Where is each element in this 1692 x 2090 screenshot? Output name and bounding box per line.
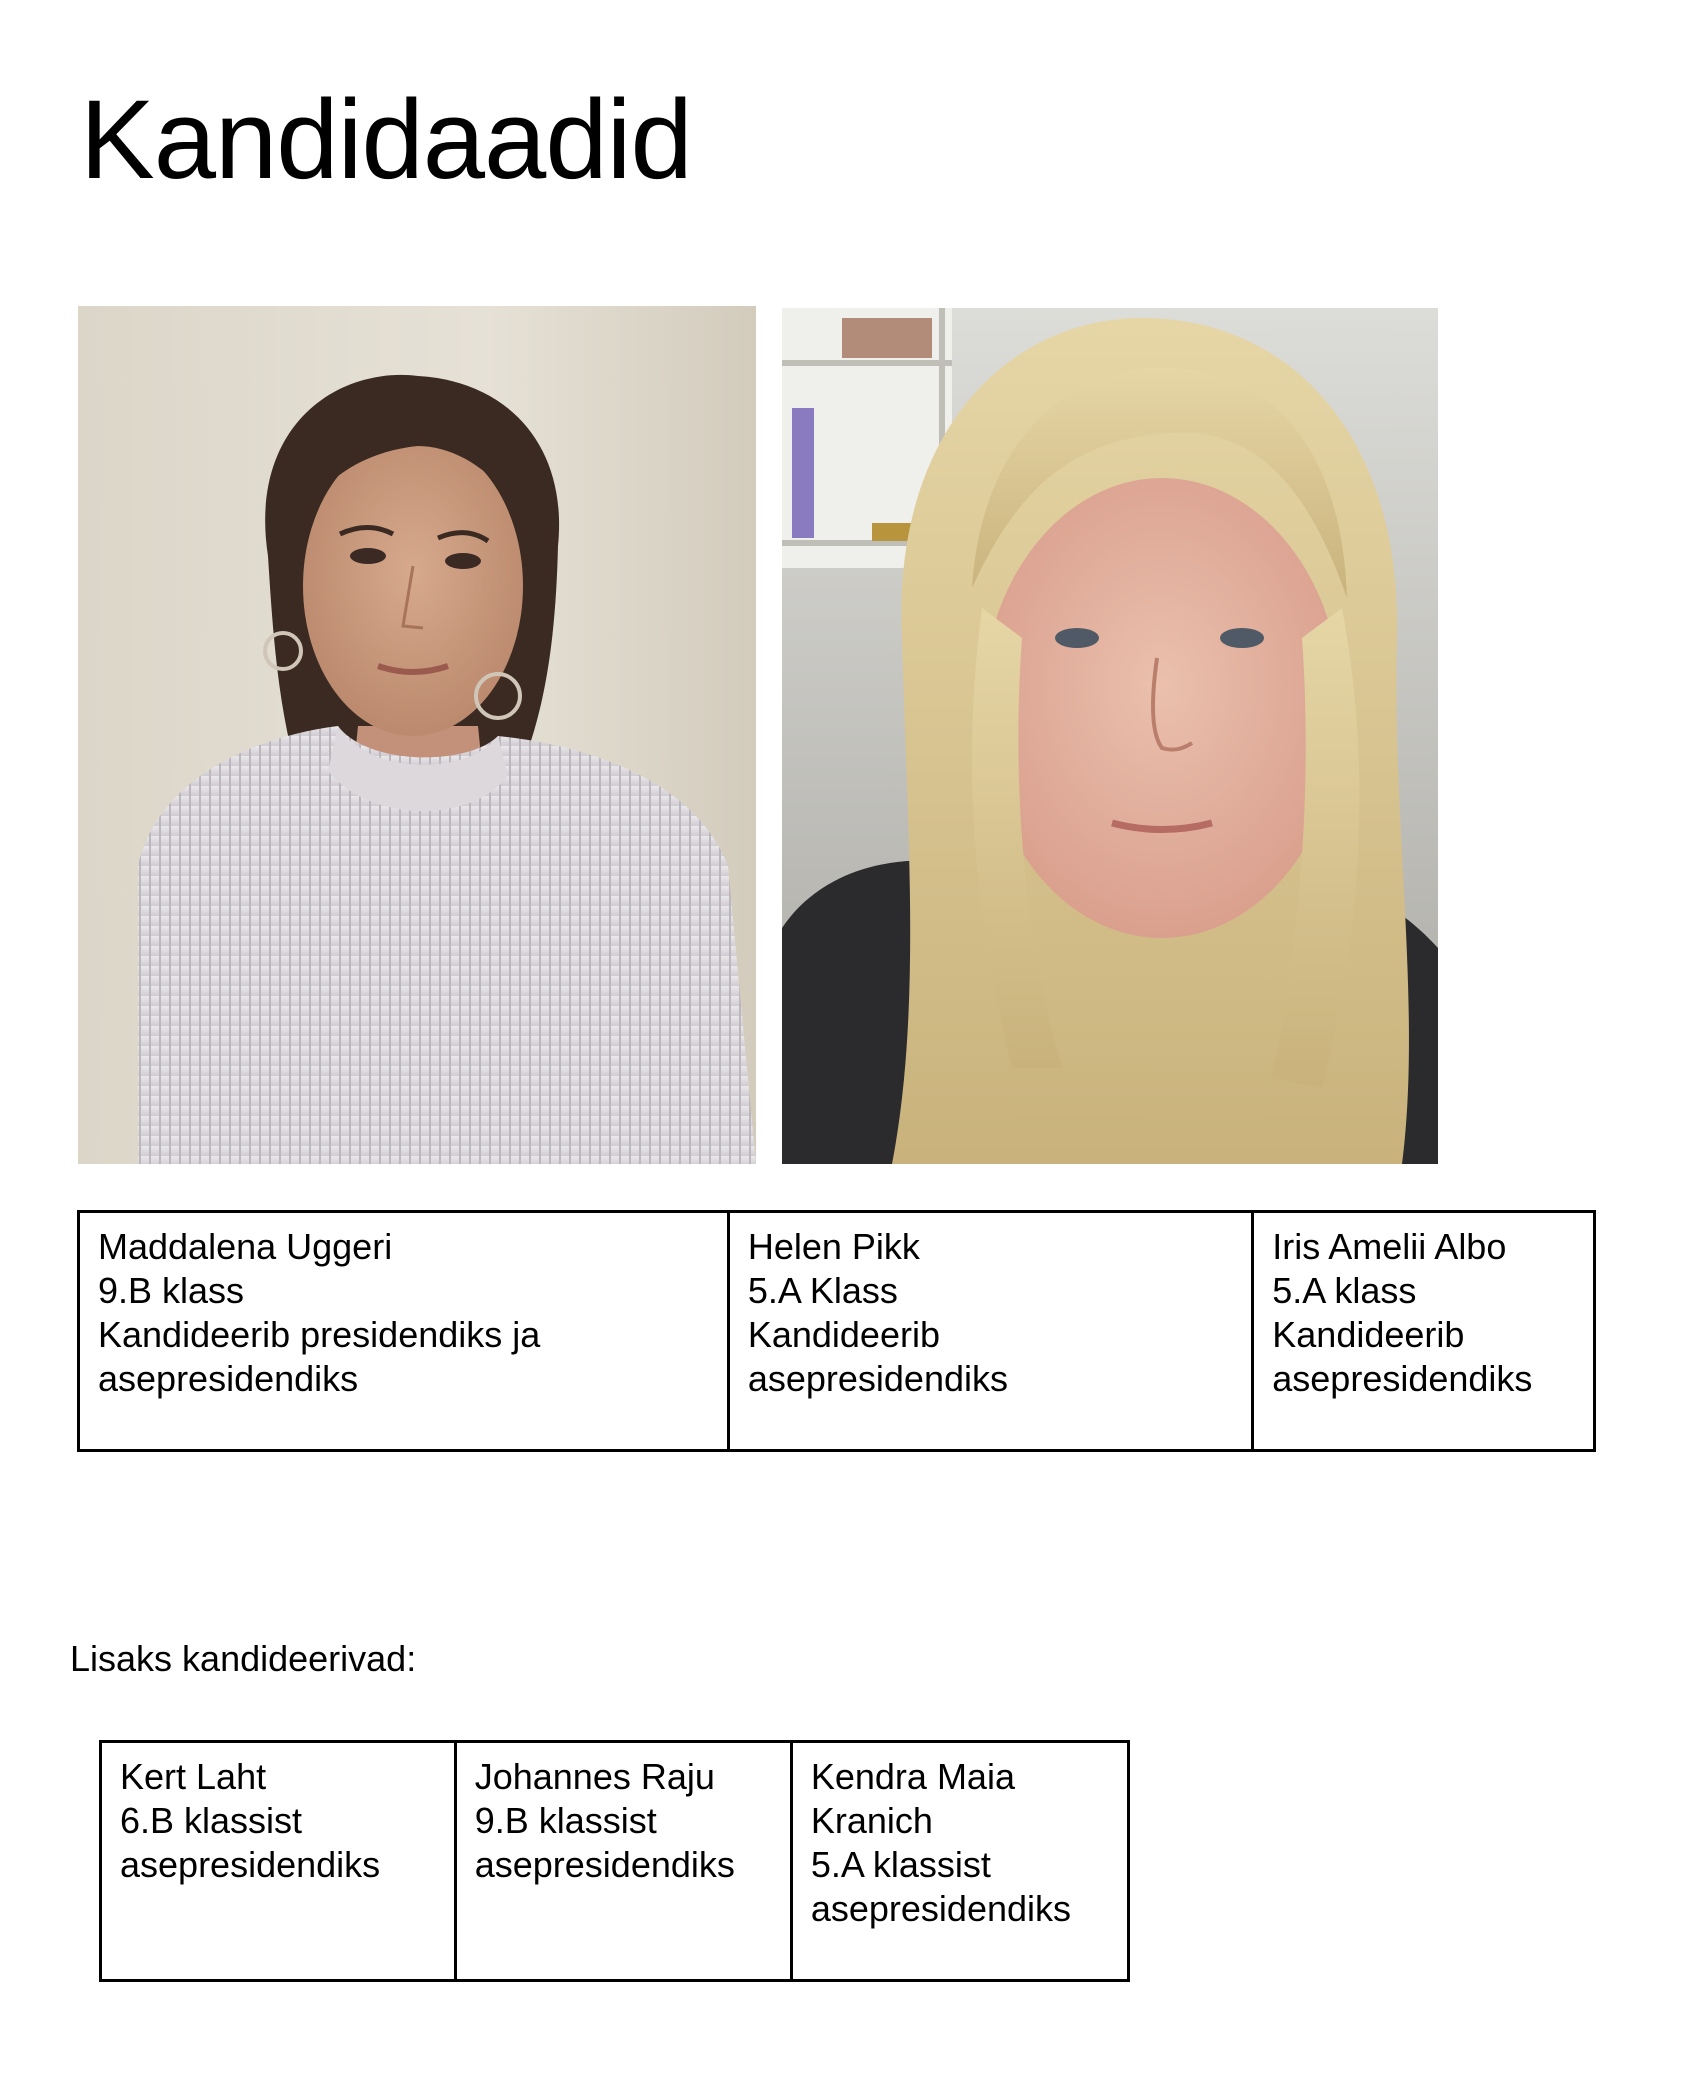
extra-candidate-cell-2 [455, 1742, 791, 1981]
extra-candidate-line: Kendra Maia [810, 1756, 1015, 1797]
candidate-role: asepresidendiks [747, 1358, 1008, 1399]
candidate-class: 5.A Klass [747, 1270, 898, 1311]
candidate-role: asepresidendiks [1272, 1358, 1533, 1399]
candidate-class: 9.B klass [98, 1270, 245, 1311]
candidate-role: asepresidendiks [98, 1358, 359, 1399]
extra-candidates-label: Lisaks kandideerivad: [70, 1638, 417, 1679]
candidate-name: Helen Pikk [747, 1226, 920, 1267]
main-candidates-table [77, 1210, 1596, 1452]
candidate-cell-1 [79, 1212, 729, 1451]
candidate-photo-2 [782, 308, 1438, 1164]
extra-candidate-line: Kert Laht [120, 1756, 267, 1797]
extra-candidate-line: 9.B klassist [474, 1800, 657, 1841]
candidate-role: Kandideerib presidendiks ja [98, 1314, 541, 1355]
extra-candidate-line: Johannes Raju [474, 1756, 715, 1797]
candidate-role: Kandideerib [1272, 1314, 1465, 1355]
candidate-class: 5.A klass [1272, 1270, 1417, 1311]
extra-candidate-line: Kranich [810, 1800, 933, 1841]
portrait-dark-hair-icon [78, 306, 756, 1164]
table-row [101, 1742, 1129, 1981]
extra-candidate-cell-3 [791, 1742, 1128, 1981]
extra-candidate-line: asepresidendiks [474, 1844, 735, 1885]
extra-candidate-line: 6.B klassist [120, 1800, 303, 1841]
page-title: Kandidaadid [80, 77, 692, 202]
extra-candidate-line: 5.A klassist [810, 1844, 991, 1885]
extra-candidate-line: asepresidendiks [810, 1888, 1072, 1929]
candidate-photo-1 [78, 306, 756, 1164]
candidate-cell-2 [728, 1212, 1252, 1451]
table-row [79, 1212, 1595, 1451]
extra-candidate-line: asepresidendiks [120, 1844, 381, 1885]
candidate-role: Kandideerib [747, 1314, 940, 1355]
extra-candidates-table [99, 1740, 1130, 1982]
portrait-blonde-hair-icon [782, 308, 1438, 1164]
extra-candidate-cell-1 [101, 1742, 456, 1981]
candidate-cell-3 [1253, 1212, 1595, 1451]
candidate-name: Iris Amelii Albo [1272, 1226, 1507, 1267]
candidate-name: Maddalena Uggeri [98, 1226, 393, 1267]
